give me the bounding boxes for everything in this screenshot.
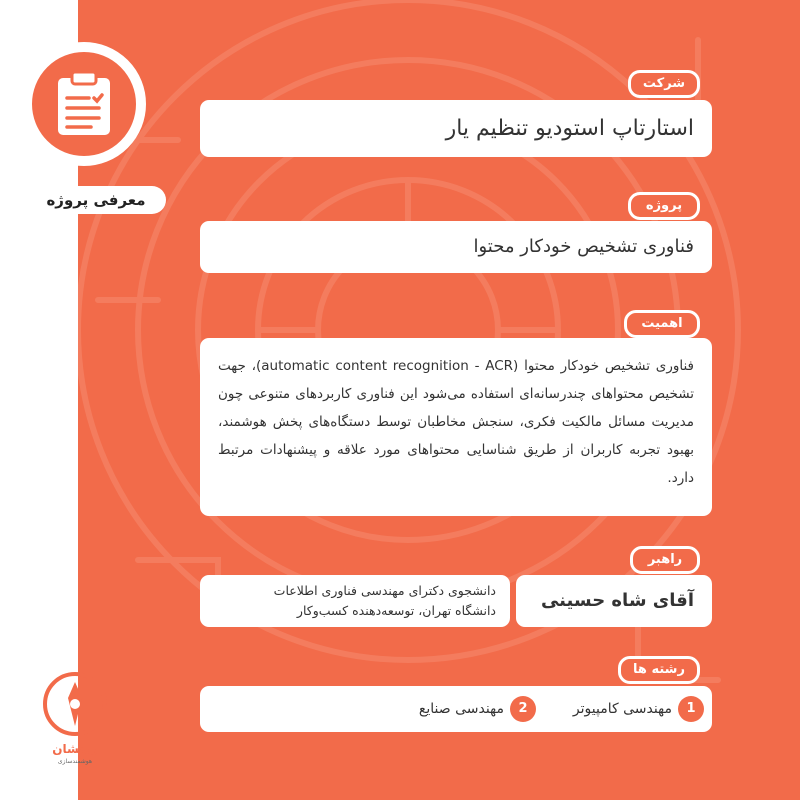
logo-name: ره‌نشان [52,742,98,756]
advisor-description-line1: دانشجوی دکترای مهندسی فناوری اطلاعات [273,583,496,598]
field-label: مهندسی صنایع [418,701,504,717]
clipboard-badge [22,42,146,166]
advisor-description-line2: دانشگاه تهران، توسعه‌دهنده کسب‌وکار [296,603,496,618]
project-name: فناوری تشخیص خودکار محتوا [473,236,694,257]
field-number: 1 [678,696,704,722]
advisor-card [516,575,712,627]
company-name: استارتاپ استودیو تنظیم یار [445,116,694,141]
field-item [573,695,704,723]
tag-company: شرکت [628,70,700,98]
tag-fields: رشته ها [618,656,700,684]
fields-card [200,686,712,732]
clipboard-icon [55,70,113,138]
tag-advisor: راهبر [630,546,700,574]
importance-card [200,338,712,516]
advisor-name: آقای شاه حسینی [540,590,694,611]
field-label: مهندسی کامپیوتر [572,701,672,717]
tag-project: پروژه [628,192,700,220]
company-card [200,100,712,157]
field-item [419,695,536,723]
advisor-description [200,575,510,627]
tag-importance: اهمیت [624,310,700,338]
intro-label: معرفی پروژه [26,186,166,214]
logo-subtitle: هوشمندسازی [57,758,93,765]
importance-text: فناوری تشخیص خودکار محتوا (automatic content recognition - ACR)، جهت تشخیص محتواهای چندرسانه‌ای استفاده می‌شود این فناوری کاربردهای متنوعی چون مدیریت مسائل مالکیت فکری، سنجش مخاطبان توسط دستگاه‌های پخش هوشمند، بهبود تجربه کاربران از طریق شناسایی محتواهای مورد علاقه و پیشنهادات مرتبط دارد. [218,358,694,486]
brand-logo [38,672,112,772]
field-number: 2 [510,696,536,722]
project-card [200,221,712,273]
compass-logo-icon [43,672,107,736]
